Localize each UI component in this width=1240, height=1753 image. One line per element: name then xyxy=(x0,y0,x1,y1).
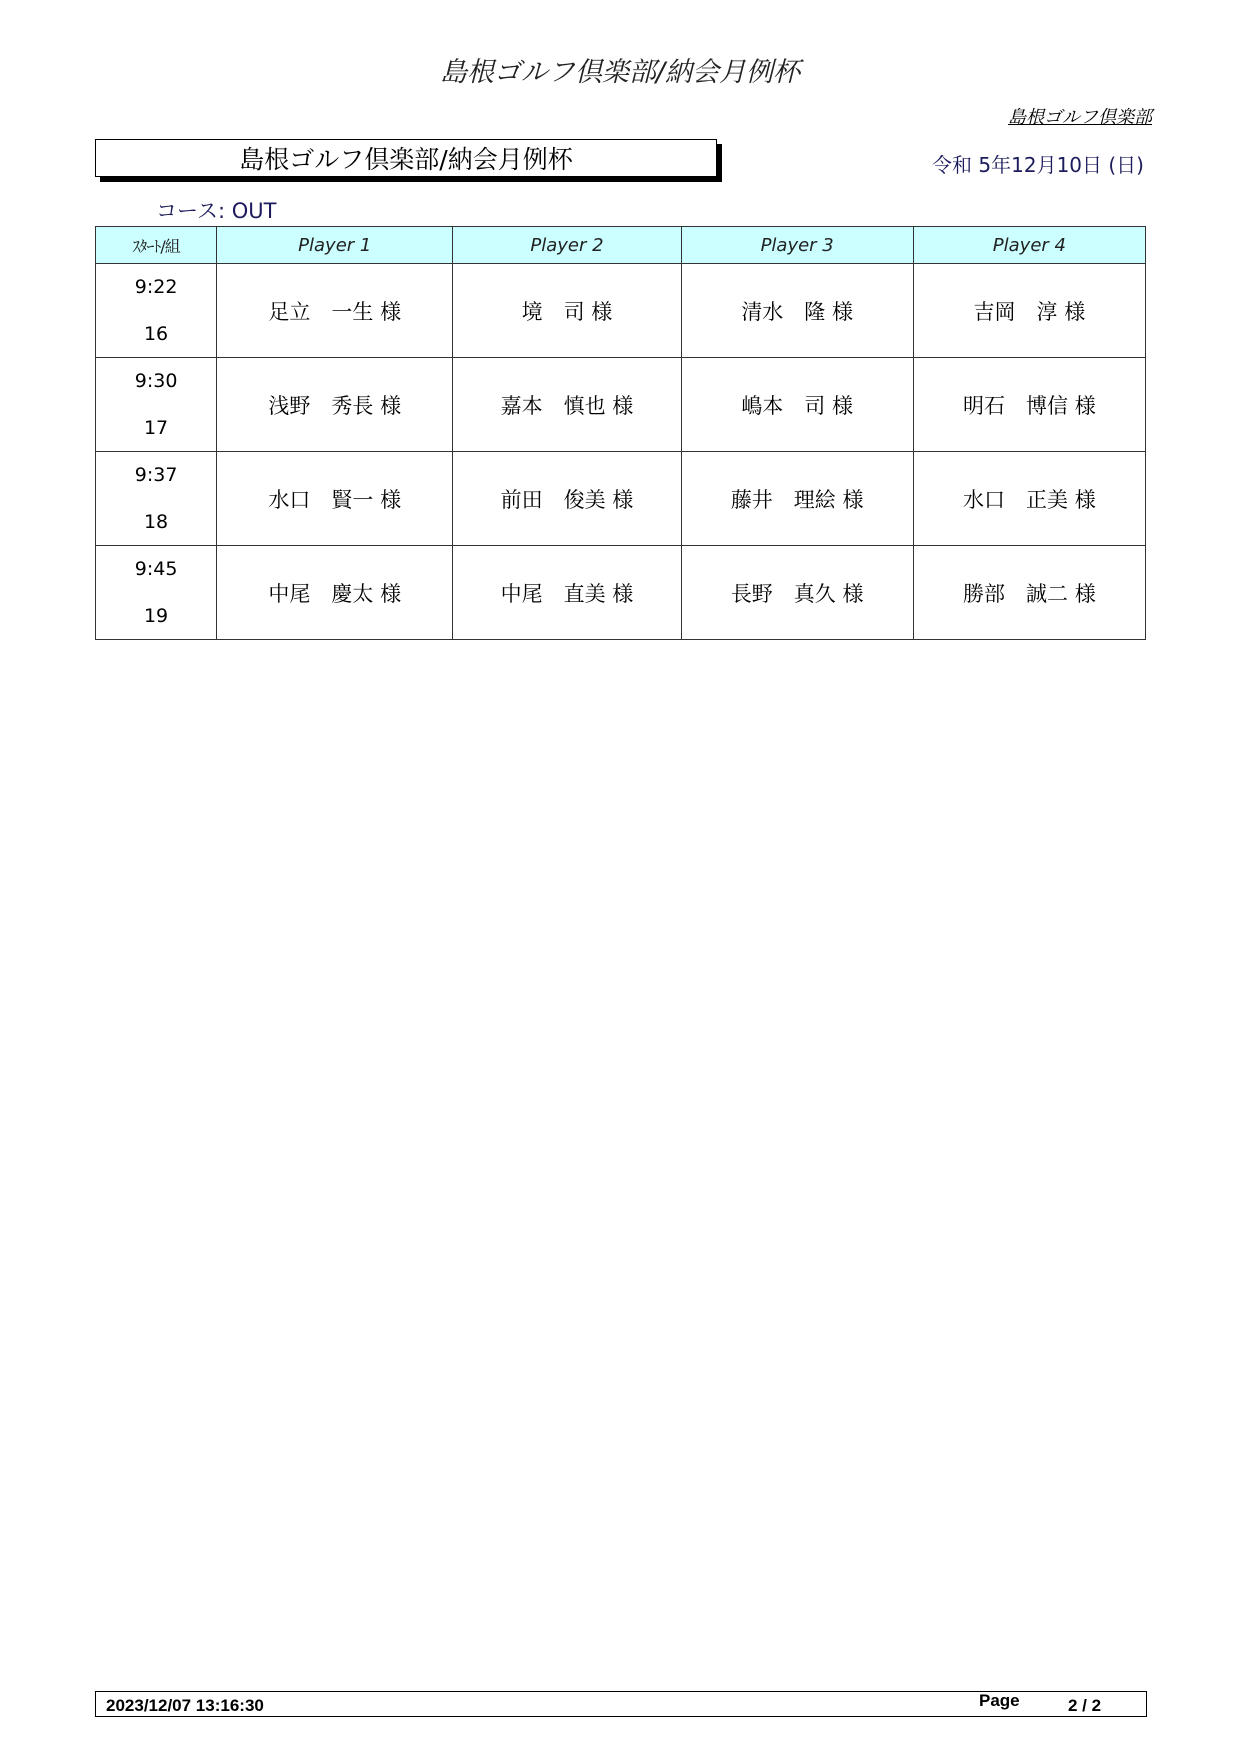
start-time: 9:37 xyxy=(134,464,178,487)
start-time: 9:45 xyxy=(134,558,178,581)
player-cell xyxy=(217,546,453,640)
player-name: 嶋本 司 様 xyxy=(741,393,853,418)
document-top-title: 島根ゴルフ倶楽部/納会月例杯 xyxy=(439,57,801,88)
event-title-box xyxy=(95,139,717,177)
group-number: 19 xyxy=(143,604,169,627)
start-time: 9:30 xyxy=(134,370,178,393)
player-cell xyxy=(913,358,1145,452)
header-player-3: Player 3 xyxy=(681,227,913,264)
player-cell xyxy=(453,546,681,640)
tee-time-table xyxy=(95,226,1146,640)
page-number: 2 / 2 xyxy=(1068,1696,1102,1715)
player-name: 前田 俊美 様 xyxy=(500,487,634,512)
player-name: 明石 博信 様 xyxy=(963,393,1096,418)
player-name: 吉岡 淳 様 xyxy=(973,299,1086,324)
start-time: 9:22 xyxy=(134,276,178,299)
table-row xyxy=(96,546,1146,640)
player-cell xyxy=(913,452,1145,546)
player-name: 足立 一生 様 xyxy=(268,299,402,324)
player-cell xyxy=(217,452,453,546)
course-label: コース: OUT xyxy=(156,199,277,223)
event-title: 島根ゴルフ倶楽部/納会月例杯 xyxy=(239,145,573,174)
group-number: 16 xyxy=(143,322,169,345)
player-cell xyxy=(453,264,681,358)
player-cell xyxy=(217,264,453,358)
start-cell xyxy=(96,264,217,358)
start-cell xyxy=(96,452,217,546)
player-cell xyxy=(681,264,913,358)
player-cell xyxy=(453,358,681,452)
player-cell xyxy=(453,452,681,546)
player-name: 水口 正美 様 xyxy=(963,487,1096,512)
player-name: 勝部 誠二 様 xyxy=(963,581,1096,606)
start-cell xyxy=(96,546,217,640)
organization-name: 島根ゴルフ倶楽部 xyxy=(1008,107,1152,128)
player-cell xyxy=(913,546,1145,640)
table-row xyxy=(96,452,1146,546)
header-player-4: Player 4 xyxy=(913,227,1145,264)
player-name: 境 司 様 xyxy=(521,299,613,324)
header-player-2: Player 2 xyxy=(453,227,681,264)
page-footer xyxy=(95,1691,1147,1717)
player-name: 清水 隆 様 xyxy=(741,299,853,324)
table-row xyxy=(96,358,1146,452)
player-cell xyxy=(913,264,1145,358)
player-name: 長野 真久 様 xyxy=(730,581,864,606)
player-name: 中尾 直美 様 xyxy=(500,581,634,606)
header-player-1: Player 1 xyxy=(217,227,453,264)
player-name: 中尾 慶太 様 xyxy=(268,581,402,606)
player-cell xyxy=(681,546,913,640)
group-number: 17 xyxy=(143,416,169,439)
player-cell xyxy=(681,358,913,452)
group-number: 18 xyxy=(143,510,169,533)
page-label: Page xyxy=(979,1691,1020,1710)
player-name: 嘉本 慎也 様 xyxy=(500,393,634,418)
header-start-group: ｽﾀｰﾄ/組 xyxy=(96,227,217,264)
player-cell xyxy=(681,452,913,546)
start-cell xyxy=(96,358,217,452)
player-name: 浅野 秀長 様 xyxy=(268,393,402,418)
player-name: 水口 賢一 様 xyxy=(268,487,402,512)
player-name: 藤井 理絵 様 xyxy=(730,487,864,512)
player-cell xyxy=(217,358,453,452)
table-header-row xyxy=(96,227,1146,264)
event-date: 令和 5年12月10日 (日) xyxy=(932,153,1144,177)
print-timestamp: 2023/12/07 13:16:30 xyxy=(106,1696,264,1715)
table-row xyxy=(96,264,1146,358)
